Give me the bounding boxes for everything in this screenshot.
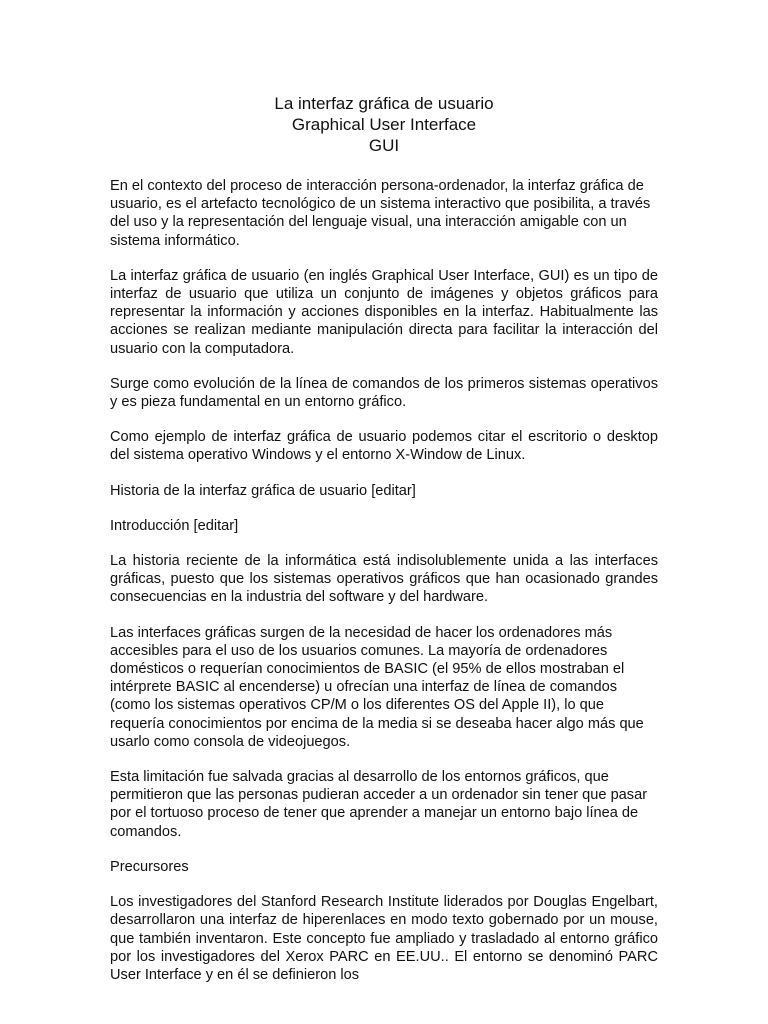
document-body (110, 93, 658, 1001)
paragraph-limitation: Esta limitación fue salvada gracias al desarrollo de los entornos gráficos, que permitieron que las personas pudieran acceder a un ordenador sin tener que pasar por el tortuoso proceso de tener que aprender a manejar un entorno bajo línea de comandos. (110, 769, 648, 840)
title-line-spanish: La interfaz gráfica de usuario (274, 94, 494, 113)
title-line-english: Graphical User Interface (291, 115, 477, 134)
section-heading-precursors: Precursores (110, 858, 189, 875)
paragraph-history: La historia reciente de la informática está indisolublemente unida a las interfaces gráficas, puesto que los sistemas operativos gráficos que han ocasionado grandes consecuencias en la industria del software y del hardware. (110, 553, 658, 606)
paragraph-context: En el contexto del proceso de interacción persona-ordenador, la interfaz gráfica de usuario, es el artefacto tecnológico de un sistema interactivo que posibilita, a través del uso y la representación del lenguaje visual, una interacción amigable con un sistema informático. (110, 178, 651, 249)
paragraph-example: Como ejemplo de interfaz gráfica de usuario podemos citar el escritorio o desktop del sistema operativo Windows y el entorno X-Window de Linux. (110, 429, 658, 464)
paragraph-researchers: Los investigadores del Stanford Research Institute liderados por Douglas Engelbart, desarrollaron una interfaz de hiperenlaces en modo texto gobernado por un mouse, que también inventaron. Este concepto fue ampliado y trasladado al entorno gráfico por los investigadores del Xerox PARC en EE.UU.. El entorno se denominó PARC User Interface y en él se definieron los (110, 894, 658, 983)
paragraph-evolution: Surge como evolución de la línea de comandos de los primeros sistemas operativos y es pieza fundamental en un entorno gráfico. (110, 375, 658, 411)
section-heading-history: Historia de la interfaz gráfica de usuario [editar] (110, 482, 416, 499)
paragraph-accessibility: Las interfaces gráficas surgen de la necesidad de hacer los ordenadores más accesibles para el uso de los usuarios comunes. La mayoría de ordenadores domésticos o requerían conocimientos de BASIC (el 95% de ellos mostraban el intérprete BASIC al encenderse) u ofrecían una interfaz de línea de comandos (como los sistemas operativos CP/M o los diferentes OS del Apple II), lo que requería conocimientos por encima de la media si se deseaba hacer algo más que usarlo como consola de videojuegos. (110, 624, 644, 750)
section-heading-introduction: Introducción [editar] (110, 517, 239, 534)
paragraph-definition: La interfaz gráfica de usuario (en inglés Graphical User Interface, GUI) es un tipo de interfaz de usuario que utiliza un conjunto de imágenes y objetos gráficos para representar la información y acciones disponibles en la interfaz. Habitualmente las acciones se realizan mediante manipulación directa para facilitar la interacción del usuario con la computadora. (110, 267, 658, 357)
title-line-acronym: GUI (368, 136, 400, 155)
document-title (110, 93, 658, 156)
